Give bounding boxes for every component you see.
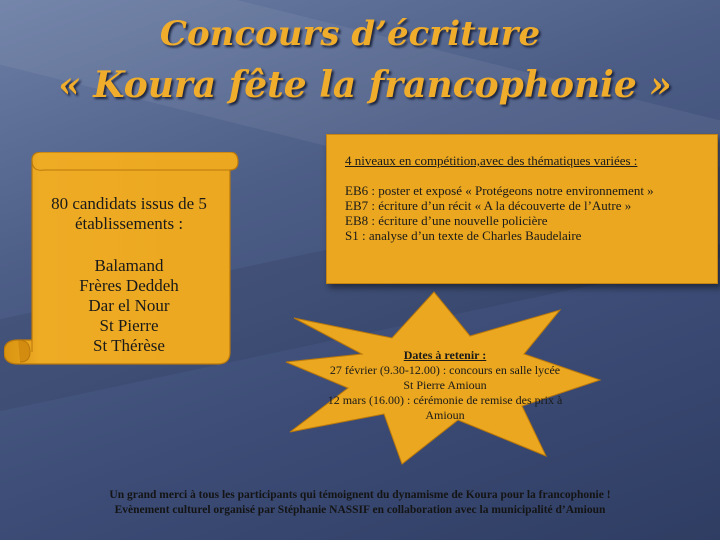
title-line-2: « Koura fête la francophonie » bbox=[58, 64, 672, 106]
date-item: 12 mars (16.00) : cérémonie de remise des prix à Amioun bbox=[327, 393, 563, 422]
footer bbox=[0, 488, 720, 518]
level-item: S1 : analyse d’un texte de Charles Baudelaire bbox=[345, 228, 582, 243]
levels-box bbox=[326, 134, 718, 284]
dates-content bbox=[324, 348, 566, 423]
school-item: Balamand bbox=[94, 256, 164, 275]
footer-organizer: Evènement culturel organisé par Stéphanie NASSIF en collaboration avec la municipalité d’Amioun bbox=[114, 504, 606, 516]
participants-scroll bbox=[4, 152, 240, 378]
levels-heading: 4 niveaux en compétition,avec des thématiques variées : bbox=[345, 153, 638, 168]
dates-heading: Dates à retenir : bbox=[403, 348, 487, 362]
school-item: St Thérèse bbox=[93, 336, 165, 355]
level-item: EB8 : écriture d’une nouvelle policière bbox=[345, 213, 548, 228]
level-item: EB7 : écriture d’un récit « A la découverte de l’Autre » bbox=[345, 198, 632, 213]
level-item: EB6 : poster et exposé « Protégeons notre environnement » bbox=[345, 183, 654, 198]
school-item: St Pierre bbox=[99, 316, 159, 335]
candidates-intro: 80 candidats issus de 5 établissements : bbox=[51, 194, 207, 233]
title-line-1: Concours d’écriture bbox=[159, 14, 541, 54]
dates-star bbox=[284, 288, 606, 468]
school-item: Dar el Nour bbox=[88, 296, 170, 315]
footer-thanks: Un grand merci à tous les participants qui témoignent du dynamisme de Koura pour la francophonie ! bbox=[109, 489, 611, 501]
school-item: Frères Deddeh bbox=[79, 276, 179, 295]
scroll-content bbox=[34, 194, 224, 356]
date-item: 27 février (9.30-12.00) : concours en salle lycée St Pierre Amioun bbox=[329, 363, 561, 392]
